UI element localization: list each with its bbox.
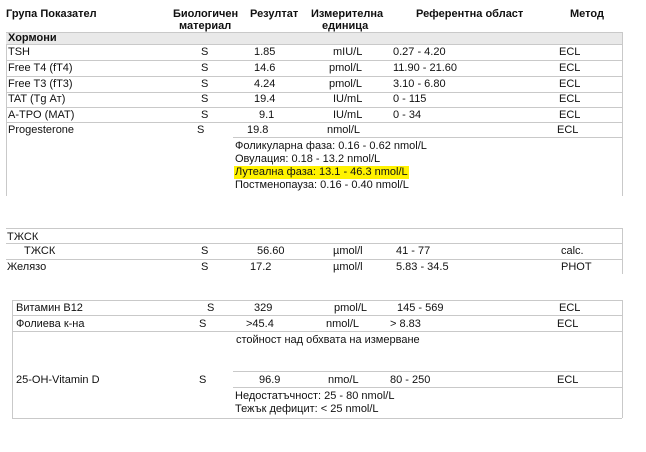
hormones-section-band	[6, 32, 622, 44]
table-border-left	[12, 300, 13, 418]
header-method: Метод	[570, 8, 604, 20]
divider	[12, 331, 622, 332]
test-name: Free T3 (fT3)	[8, 78, 73, 90]
method: ECL	[559, 46, 581, 58]
material: S	[199, 374, 207, 386]
section-title-hormones: Хормони	[8, 32, 57, 44]
result-value: 329	[254, 302, 273, 314]
unit: nmo/L	[328, 374, 359, 386]
divider	[6, 122, 622, 123]
method: ECL	[557, 124, 579, 136]
result-value: 96.9	[259, 374, 281, 386]
header-reference: Референтна област	[416, 8, 524, 20]
divider	[6, 76, 622, 77]
note-line: Недостатъчност: 25 - 80 nmol/L	[235, 390, 395, 402]
reference-range: 11.90 - 21.60	[393, 62, 458, 74]
unit: pmol/L	[329, 62, 363, 74]
material: S	[201, 46, 209, 58]
divider	[6, 228, 622, 229]
test-name: Progesterone	[8, 124, 75, 136]
unit: pmol/L	[334, 302, 368, 314]
test-name: A-TPO (MAT)	[8, 109, 75, 121]
header-unit-1: Измерителна	[311, 8, 384, 20]
divider	[12, 315, 622, 316]
header-unit-2: единица	[322, 20, 369, 32]
note-line: Овулация: 0.18 - 13.2 nmol/L	[235, 153, 381, 165]
test-name: Free T4 (fT4)	[8, 62, 73, 74]
result-value: 56.60	[257, 245, 285, 257]
table-border-right	[622, 228, 623, 274]
divider	[233, 137, 622, 138]
reference-range: 145 - 569	[397, 302, 444, 314]
method: calc.	[561, 245, 584, 257]
divider	[12, 418, 622, 419]
section-title-iron: ТЖСК	[7, 231, 39, 243]
method: ECL	[557, 374, 579, 386]
divider	[6, 259, 622, 260]
reference-range: > 8.83	[390, 318, 421, 330]
note-line: Тежък дефицит: < 25 nmol/L	[235, 403, 379, 415]
result-value: 9.1	[259, 109, 275, 121]
test-name: Желязо	[7, 261, 47, 273]
result-value: 4.24	[254, 78, 276, 90]
unit: IU/mL	[333, 93, 363, 105]
material: S	[201, 62, 209, 74]
result-value: 19.8	[247, 124, 269, 136]
result-value: 19.4	[254, 93, 276, 105]
header-bio-material-2: материал	[179, 20, 232, 32]
table-border-right	[622, 300, 623, 418]
result-value: 17.2	[250, 261, 272, 273]
reference-range: 41 - 77	[396, 245, 431, 257]
note-line: Фоликуларна фаза: 0.16 - 0.62 nmol/L	[235, 140, 427, 152]
method: PHOT	[561, 261, 592, 273]
test-name: TSH	[8, 46, 30, 58]
method: ECL	[559, 93, 581, 105]
method: ECL	[559, 62, 581, 74]
unit: nmol/L	[326, 318, 360, 330]
method: ECL	[557, 318, 579, 330]
reference-range: 0 - 34	[393, 109, 422, 121]
material: S	[201, 245, 209, 257]
unit: pmol/L	[329, 78, 363, 90]
reference-range: 80 - 250	[390, 374, 431, 386]
header-result: Резултат	[250, 8, 299, 20]
table-border-left	[6, 44, 7, 196]
divider	[12, 300, 622, 301]
material: S	[201, 109, 209, 121]
folate-note: стойност над обхвата на измерване	[236, 334, 420, 346]
divider	[233, 371, 622, 372]
result-value: 14.6	[254, 62, 276, 74]
unit: nmol/L	[327, 124, 361, 136]
note-line-highlighted: Лутеална фаза: 13.1 - 46.3 nmol/L	[235, 166, 408, 178]
test-name: Витамин B12	[16, 302, 83, 314]
material: S	[199, 318, 207, 330]
result-value: 1.85	[254, 46, 276, 58]
reference-range: 3.10 - 6.80	[393, 78, 446, 90]
method: ECL	[559, 109, 581, 121]
divider	[6, 44, 622, 45]
unit: mIU/L	[333, 46, 363, 58]
header-test-group: Група Показател	[6, 8, 97, 20]
note-line: Постменопауза: 0.16 - 0.40 nmol/L	[235, 179, 409, 191]
table-border-right	[622, 32, 623, 196]
test-name: 25-OH-Vitamin D	[16, 374, 100, 386]
reference-range: 0.27 - 4.20	[393, 46, 446, 58]
divider	[6, 107, 622, 108]
divider	[6, 32, 622, 33]
test-name: ТЖСК	[24, 245, 56, 257]
divider	[233, 387, 622, 388]
material: S	[207, 302, 215, 314]
divider	[6, 92, 622, 93]
test-name: TAT (Tg Ат)	[8, 93, 66, 105]
method: ECL	[559, 302, 581, 314]
unit: IU/mL	[333, 109, 363, 121]
header-bio-material-1: Биологичен	[173, 8, 239, 20]
material: S	[197, 124, 205, 136]
reference-range: 0 - 115	[393, 93, 427, 105]
result-value: >45.4	[246, 318, 274, 330]
unit: µmol/l	[333, 245, 363, 257]
divider	[6, 243, 622, 244]
test-name: Фолиева к-на	[16, 318, 85, 330]
material: S	[201, 93, 209, 105]
unit: µmol/l	[333, 261, 363, 273]
method: ECL	[559, 78, 581, 90]
divider	[6, 60, 622, 61]
reference-range: 5.83 - 34.5	[396, 261, 449, 273]
material: S	[201, 78, 209, 90]
material: S	[201, 261, 209, 273]
